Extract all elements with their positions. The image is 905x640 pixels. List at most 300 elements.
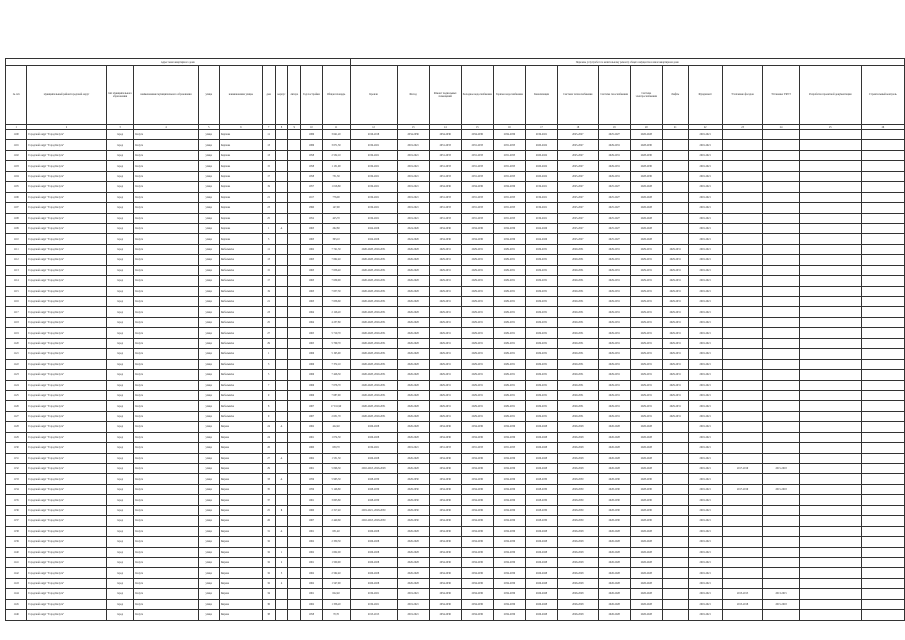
table-cell: 1966 <box>301 390 322 400</box>
table-cell: 2031-2033 <box>429 171 461 181</box>
table-cell: город <box>106 557 134 567</box>
table-cell: А <box>275 526 288 536</box>
table-cell <box>861 130 904 140</box>
table-cell: А <box>275 474 288 484</box>
table-cell: город <box>106 401 134 411</box>
column-number: 16 <box>493 125 525 130</box>
column-header: Утепление фасадов <box>722 66 763 125</box>
table-cell: 1144 <box>6 589 27 599</box>
table-cell: улица <box>198 286 219 296</box>
table-cell: 2019-2021 <box>688 171 722 181</box>
table-cell: 1961 <box>301 464 322 474</box>
table-cell: город <box>106 317 134 327</box>
table-cell <box>288 453 301 463</box>
table-cell <box>861 244 904 254</box>
table-cell: 2026-2028 <box>397 453 429 463</box>
table-cell: Городской округ "Город Калуга" <box>27 589 106 599</box>
table-cell <box>861 150 904 160</box>
table-cell: 2034-2036 <box>461 537 493 547</box>
table-cell <box>861 516 904 526</box>
column-header: Система электроснабжения <box>630 66 662 125</box>
table-cell: 2026-2028 <box>558 610 599 620</box>
table-cell: 2026-2028 <box>397 286 429 296</box>
table-cell: 2028-2030 <box>630 484 662 494</box>
table-cell: 2034-2036 <box>461 130 493 140</box>
table-cell: 2029-2031 <box>461 370 493 380</box>
table-cell: 2031-2033 <box>493 443 525 453</box>
table-cell: Карпова <box>219 130 262 140</box>
table-cell: 2026-2028 <box>525 464 557 474</box>
table-cell: 2029-2031 <box>493 359 525 369</box>
table-cell: 2034-2036 <box>429 557 461 567</box>
table-cell: 2031-2033 <box>461 203 493 213</box>
table-cell <box>722 526 763 536</box>
table-cell: 1960 <box>301 443 322 453</box>
table-cell <box>799 213 861 223</box>
table-cell: Калуга <box>134 171 198 181</box>
table-cell <box>722 307 763 317</box>
table-cell: Калуга <box>134 578 198 588</box>
table-cell <box>763 401 799 411</box>
table-cell <box>288 537 301 547</box>
table-cell: город <box>106 234 134 244</box>
table-cell <box>763 505 799 515</box>
table-cell: Калуга <box>134 484 198 494</box>
table-cell: город <box>106 203 134 213</box>
table-cell: 13 <box>262 150 275 160</box>
table-cell: 2029-2031 <box>630 297 662 307</box>
column-number: 19 <box>598 125 630 130</box>
table-cell: 2019-2021 <box>688 297 722 307</box>
table-cell: 2026-2028 <box>630 192 662 202</box>
table-cell <box>799 484 861 494</box>
table-cell: Калуга <box>134 432 198 442</box>
table-cell: 2034-2036 <box>493 453 525 463</box>
table-row <box>6 338 905 348</box>
table-cell: 1103 <box>6 161 27 171</box>
table-cell: 2029-2031 <box>525 401 557 411</box>
table-cell <box>275 182 288 192</box>
table-cell <box>722 317 763 327</box>
table-cell <box>763 213 799 223</box>
table-cell: 2019-2021 <box>688 547 722 557</box>
table-cell <box>288 192 301 202</box>
table-cell: 2019-2021, 2028-2030 <box>350 505 397 515</box>
table-cell: 2034-2036 <box>493 505 525 515</box>
table-cell: 1137 <box>6 516 27 526</box>
table-cell: улица <box>198 328 219 338</box>
table-cell <box>662 505 688 515</box>
table-cell: 2029-2031 <box>525 244 557 254</box>
table-cell: Карпова <box>219 161 262 171</box>
table-cell <box>722 422 763 432</box>
table-cell <box>722 474 763 484</box>
table-cell: 2029-2031 <box>461 286 493 296</box>
table-cell: 2031-2033 <box>461 140 493 150</box>
table-cell: 1 131,90 <box>322 161 350 171</box>
column-header: Установка УКУТ <box>763 66 799 125</box>
table-cell: 8 <box>262 401 275 411</box>
table-cell: Калуга <box>134 443 198 453</box>
table-cell: 2029-2031 <box>461 380 493 390</box>
table-cell: Городской округ "Город Калуга" <box>27 516 106 526</box>
table-cell: 2025-2027 <box>558 182 599 192</box>
table-cell: улица <box>198 182 219 192</box>
table-cell: 2029-2031 <box>598 140 630 150</box>
table-cell: 2028-2030 <box>558 474 599 484</box>
table-cell: 2026-2028 <box>598 610 630 620</box>
table-cell: 2029-2031 <box>558 244 599 254</box>
table-cell: 1145 <box>6 599 27 609</box>
table-cell: 2019-2021 <box>688 150 722 160</box>
table-cell: 1965 <box>301 328 322 338</box>
table-cell: 425,70 <box>322 213 350 223</box>
table-cell: улица <box>198 422 219 432</box>
column-number: 22 <box>688 125 722 130</box>
table-cell: 2034-2036 <box>429 422 461 432</box>
table-cell: 1111 <box>6 244 27 254</box>
table-cell: 2019-2021 <box>397 182 429 192</box>
table-cell: 2029-2031 <box>630 359 662 369</box>
table-cell: город <box>106 474 134 484</box>
column-header: Система теплоснабжения <box>558 66 599 125</box>
table-cell: 2026-2028 <box>397 380 429 390</box>
table-cell: 2026-2028 <box>397 307 429 317</box>
table-cell: 2016-2018, 2026-2028 <box>350 464 397 474</box>
table-cell: 1966 <box>301 359 322 369</box>
table-cell: 2026-2028 <box>525 568 557 578</box>
table-cell: Карпова <box>219 182 262 192</box>
table-cell: 2026-2028 <box>598 547 630 557</box>
table-cell: 2025-2027 <box>558 161 599 171</box>
table-cell: 2028-2030 <box>350 474 397 484</box>
table-cell <box>662 484 688 494</box>
table-cell: 2026-2028 <box>397 578 429 588</box>
table-cell: 2034-2036 <box>493 422 525 432</box>
table-cell: 2029-2031 <box>630 370 662 380</box>
table-cell <box>275 516 288 526</box>
table-cell <box>288 610 301 620</box>
table-cell <box>722 505 763 515</box>
table-cell: 2026-2028 <box>525 610 557 620</box>
table-cell <box>799 537 861 547</box>
table-cell <box>799 338 861 348</box>
table-cell: 2019-2021 <box>397 171 429 181</box>
table-cell: 2034-2036 <box>429 526 461 536</box>
table-cell: Городской округ "Город Калуга" <box>27 317 106 327</box>
table-cell: 2026-2028, 2029-2031 <box>350 380 397 390</box>
table-cell <box>763 223 799 233</box>
table-cell <box>662 192 688 202</box>
table-cell <box>799 453 861 463</box>
table-cell <box>763 422 799 432</box>
table-cell: 2016-2018 <box>350 130 397 140</box>
table-cell: 2020-2022 <box>525 140 557 150</box>
column-number: 8 <box>275 125 288 130</box>
column-number: 11 <box>322 125 350 130</box>
table-cell: 2019-2021 <box>688 130 722 140</box>
table-cell: 1 <box>275 547 288 557</box>
table-cell: 2026-2028, 2029-2031 <box>350 390 397 400</box>
table-row <box>6 411 905 421</box>
table-cell: Калуга <box>134 317 198 327</box>
table-cell: город <box>106 171 134 181</box>
table-cell: Городской округ "Город Калуга" <box>27 223 106 233</box>
table-cell: 2026-2028 <box>397 432 429 442</box>
table-cell: 2013-2015 <box>350 610 397 620</box>
table-row <box>6 453 905 463</box>
table-cell: улица <box>198 140 219 150</box>
table-cell: 29 <box>262 464 275 474</box>
table-cell: 2026-2028 <box>630 130 662 140</box>
column-number: 13 <box>397 125 429 130</box>
table-cell: 2034-2036 <box>493 130 525 140</box>
table-cell: 2029-2031 <box>525 328 557 338</box>
table-cell: 2029-2031 <box>598 171 630 181</box>
column-header-row <box>6 66 905 125</box>
table-row <box>6 140 905 150</box>
table-cell <box>763 192 799 202</box>
table-cell: 2026-2028 <box>598 422 630 432</box>
table-cell <box>861 297 904 307</box>
table-cell <box>722 432 763 442</box>
table-cell: город <box>106 244 134 254</box>
table-cell: 1958 <box>301 171 322 181</box>
table-cell <box>662 557 688 567</box>
table-cell: город <box>106 338 134 348</box>
table-cell: 2019-2021 <box>350 589 397 599</box>
table-cell: 2029-2031 <box>598 307 630 317</box>
table-cell: 2019-2021 <box>397 203 429 213</box>
table-cell: 2024-2026 <box>397 234 429 244</box>
table-cell: 2029-2031 <box>630 255 662 265</box>
table-cell: 2019-2021 <box>688 526 722 536</box>
table-cell: 2029-2031 <box>461 401 493 411</box>
table-cell <box>861 557 904 567</box>
table-cell <box>861 464 904 474</box>
table-cell: 9 <box>262 411 275 421</box>
table-cell: 1962 <box>301 537 322 547</box>
table-cell: Городской округ "Город Калуга" <box>27 390 106 400</box>
table-cell: 2019-2021 <box>688 317 722 327</box>
table-cell: улица <box>198 401 219 411</box>
table-cell: 17 <box>262 171 275 181</box>
table-cell: 32 <box>262 557 275 567</box>
table-cell: 2019-2021 <box>688 234 722 244</box>
table-cell: улица <box>198 130 219 140</box>
table-cell: 2019-2021 <box>688 516 722 526</box>
table-cell: 2029-2031 <box>598 401 630 411</box>
table-cell: 2029-2031 <box>598 297 630 307</box>
table-cell: 2031-2033 <box>429 443 461 453</box>
table-cell <box>275 401 288 411</box>
table-cell: 2034-2036 <box>429 599 461 609</box>
table-cell: 2026-2028 <box>558 443 599 453</box>
table-cell: 2026-2028, 2029-2031 <box>350 370 397 380</box>
table-cell <box>722 140 763 150</box>
table-cell: город <box>106 370 134 380</box>
table-cell: 2 562,40 <box>322 568 350 578</box>
table-cell: 1961 <box>301 526 322 536</box>
table-cell <box>275 380 288 390</box>
table-cell: 2025-2027 <box>558 203 599 213</box>
table-cell: 2029-2031 <box>662 265 688 275</box>
table-cell: 2025-2027 <box>558 223 599 233</box>
table-cell: 2026-2028 <box>598 464 630 474</box>
table-cell: 2025-2027 <box>558 130 599 140</box>
table-cell: Калуга <box>134 223 198 233</box>
table-cell: 2019-2021 <box>688 223 722 233</box>
table-cell: Кирова <box>219 443 262 453</box>
table-row <box>6 244 905 254</box>
table-cell: Городской округ "Город Калуга" <box>27 244 106 254</box>
table-cell: 1958 <box>301 150 322 160</box>
table-cell: 2034-2036 <box>429 505 461 515</box>
table-cell: 2019-2021 <box>397 443 429 453</box>
table-cell: 2 440,60 <box>322 516 350 526</box>
column-header: наименование улицы <box>219 66 262 125</box>
column-number: 5 <box>198 125 219 130</box>
table-cell: 2028-2030 <box>598 516 630 526</box>
table-cell <box>763 297 799 307</box>
table-cell <box>275 192 288 202</box>
table-cell: 1131 <box>6 453 27 463</box>
table-cell: город <box>106 443 134 453</box>
table-cell <box>799 432 861 442</box>
table-cell: 1138 <box>6 526 27 536</box>
table-cell: 2034-2036 <box>429 589 461 599</box>
table-cell <box>722 182 763 192</box>
table-cell: 2034-2036 <box>493 182 525 192</box>
table-cell: 1 356,20 <box>322 599 350 609</box>
table-cell: 2034-2036 <box>429 568 461 578</box>
table-row <box>6 464 905 474</box>
table-cell <box>662 150 688 160</box>
table-cell: 2034-2036 <box>429 547 461 557</box>
table-cell: 2031-2033 <box>493 161 525 171</box>
table-cell: 2019-2021 <box>525 192 557 202</box>
table-cell: Городской округ "Город Калуга" <box>27 599 106 609</box>
table-row <box>6 401 905 411</box>
table-cell <box>288 328 301 338</box>
table-cell: 32 <box>262 547 275 557</box>
table-cell: Карпова <box>219 192 262 202</box>
table-cell: 2034-2036 <box>429 223 461 233</box>
table-cell: 1118 <box>6 317 27 327</box>
table-cell: 3 603,80 <box>322 495 350 505</box>
table-cell: 630,70 <box>322 443 350 453</box>
table-cell: Кибальчича <box>219 286 262 296</box>
table-cell: 2028-2030 <box>525 474 557 484</box>
table-cell: 2026-2028 <box>630 432 662 442</box>
table-cell: 1963 <box>301 255 322 265</box>
table-cell: 2031-2033 <box>461 150 493 160</box>
table-cell: 2019-2021 <box>688 589 722 599</box>
table-cell <box>722 255 763 265</box>
table-cell: 2034-2036 <box>461 557 493 567</box>
table-cell: 2029-2031 <box>662 328 688 338</box>
table-cell: 2 126,20 <box>322 307 350 317</box>
table-cell: улица <box>198 192 219 202</box>
table-cell: Городской округ "Город Калуга" <box>27 453 106 463</box>
table-cell: 1952 <box>301 213 322 223</box>
table-cell: 2026-2028 <box>397 568 429 578</box>
table-cell: Калуга <box>134 182 198 192</box>
table-cell: 2026-2028 <box>397 557 429 567</box>
column-header: корпус <box>275 66 288 125</box>
table-cell: 2026-2028 <box>397 359 429 369</box>
table-cell: Городской округ "Город Калуга" <box>27 255 106 265</box>
table-cell <box>763 140 799 150</box>
table-cell: 2034-2036 <box>429 484 461 494</box>
table-cell: 2029-2031 <box>493 255 525 265</box>
table-cell: Калуга <box>134 349 198 359</box>
table-row <box>6 130 905 140</box>
table-cell: улица <box>198 213 219 223</box>
table-cell: 2029-2031 <box>525 255 557 265</box>
table-cell: 2034-2036 <box>493 223 525 233</box>
table-cell: город <box>106 328 134 338</box>
table-cell: 2029-2031 <box>598 286 630 296</box>
table-cell: 2026-2028 <box>630 213 662 223</box>
table-cell: 2025-2027 <box>558 140 599 150</box>
table-row <box>6 255 905 265</box>
table-cell: 2031-2033 <box>429 192 461 202</box>
table-cell: 2026-2028, 2029-2031 <box>350 265 397 275</box>
column-header: муниципальный район/городской округ <box>27 66 106 125</box>
table-cell: 17 911,90 <box>322 401 350 411</box>
table-cell <box>722 244 763 254</box>
table-cell: 2019-2021 <box>688 474 722 484</box>
table-cell: 2029-2031 <box>493 338 525 348</box>
table-cell: улица <box>198 244 219 254</box>
table-cell: Городской округ "Город Калуга" <box>27 370 106 380</box>
table-cell: 2026-2028 <box>630 568 662 578</box>
column-header: Кровля <box>350 66 397 125</box>
column-header: Фасад <box>397 66 429 125</box>
table-cell: 2026-2028 <box>350 547 397 557</box>
table-cell: 5 <box>262 370 275 380</box>
table-cell: 2026-2028 <box>350 578 397 588</box>
table-cell <box>799 370 861 380</box>
table-cell: 2034-2036 <box>429 453 461 463</box>
table-cell: 2026-2028 <box>397 464 429 474</box>
table-cell: 2029-2031 <box>662 255 688 265</box>
table-cell <box>799 150 861 160</box>
table-cell <box>275 265 288 275</box>
table-cell: Калуга <box>134 557 198 567</box>
table-cell: Кибальчича <box>219 338 262 348</box>
table-cell: Карпова <box>219 234 262 244</box>
table-cell: Городской округ "Город Калуга" <box>27 380 106 390</box>
table-cell: 2029-2031 <box>662 317 688 327</box>
table-cell: Городской округ "Город Калуга" <box>27 338 106 348</box>
table-cell: 2029-2031 <box>630 317 662 327</box>
table-cell: город <box>106 192 134 202</box>
table-cell: 2029-2031 <box>493 349 525 359</box>
table-cell <box>861 223 904 233</box>
table-cell: 2034-2036 <box>493 516 525 526</box>
table-cell: Калуга <box>134 599 198 609</box>
table-cell: 2034-2036 <box>429 537 461 547</box>
table-cell <box>861 422 904 432</box>
table-cell <box>799 557 861 567</box>
column-header: литера <box>288 66 301 125</box>
column-header: Горячее водоснабжение <box>493 66 525 125</box>
table-cell: 2026-2028 <box>630 526 662 536</box>
table-cell <box>799 474 861 484</box>
table-cell: 7 426,50 <box>322 370 350 380</box>
